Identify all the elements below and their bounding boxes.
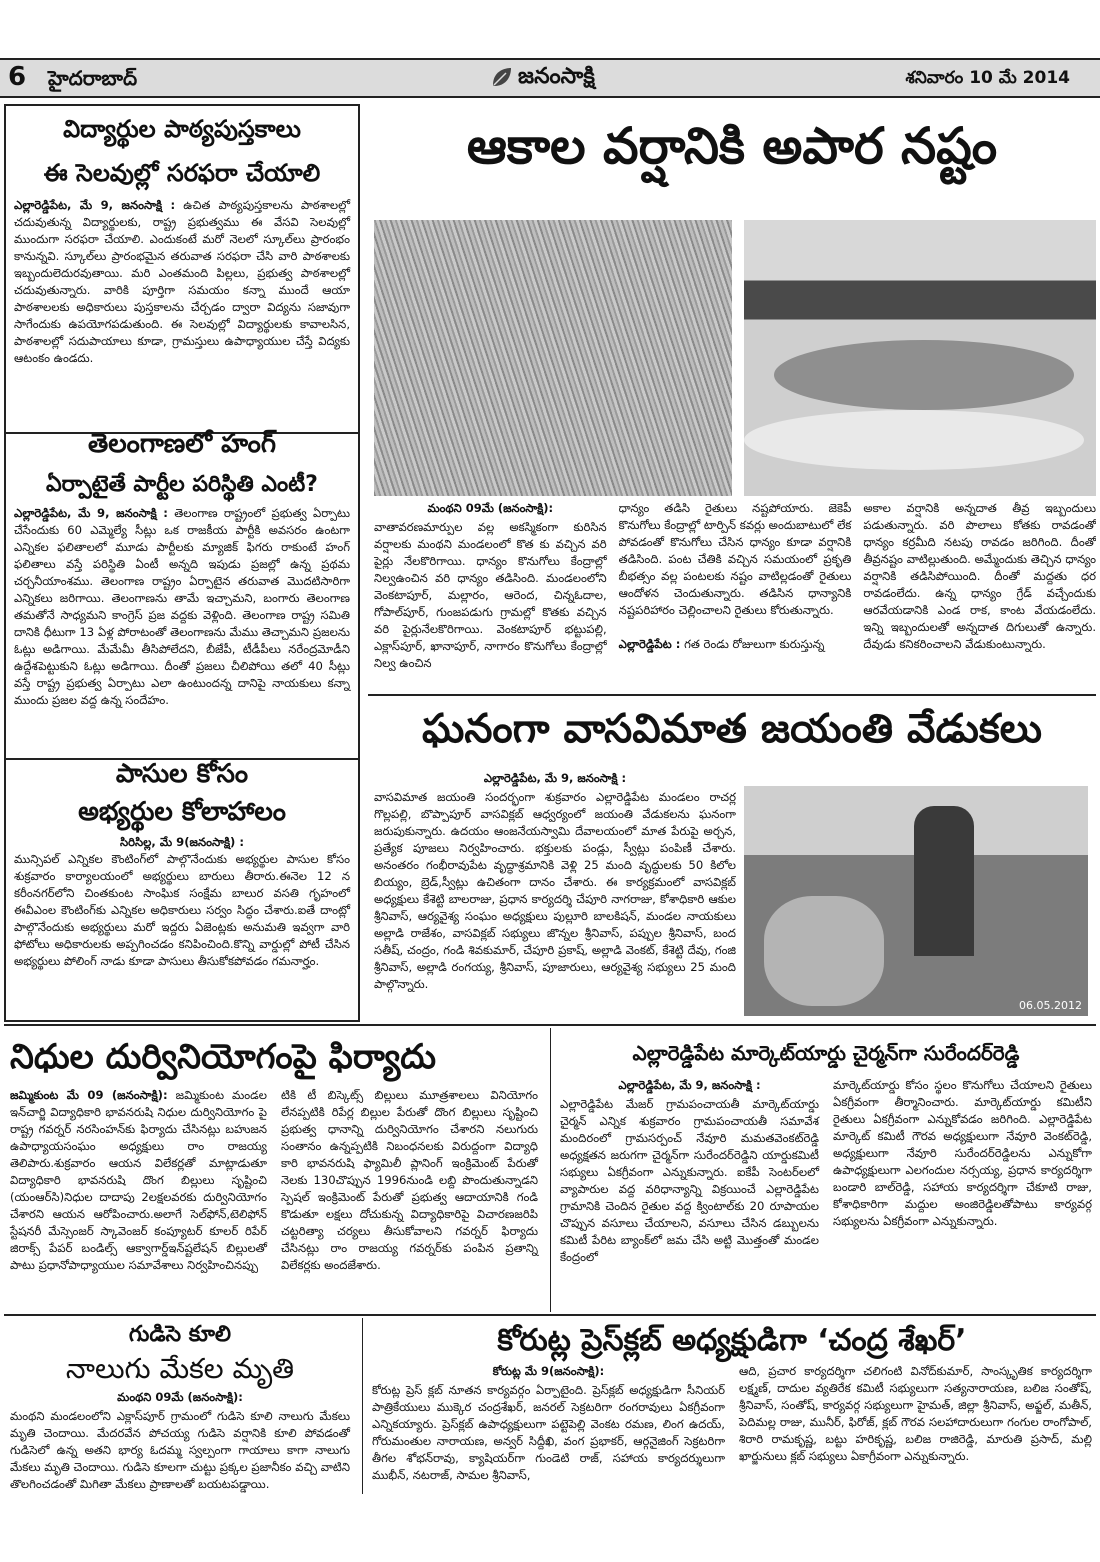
article-vasavimata-jayanti bbox=[368, 696, 1096, 1022]
column-1 bbox=[10, 1087, 267, 1274]
dateline: ఎల్లారెడ్డిపేట, మే 9, జనంసాక్షి : bbox=[14, 198, 176, 213]
article-text: గత రెండు రోజులుగా కురుస్తున్న bbox=[684, 637, 825, 651]
article-text: ఆది, ప్రచార కార్యదర్శిగా చలిగంటి వినోద్‌కుమార్, సాంస్కృతిక కార్యదర్శిగా లక్ష్మణ్, దాదుల వ్యతిరేక కమిటీ సభ్యులుగా సత్యనారాయణ, బలిజ సంతోష్, శ్రీనివాస్, సంతోష్, కార్యవర్గ సభ్యులుగా హైమత్, జిల్లా శ్రీనివాస్, అఫ్జల్, మతీన్, పెదిమల్ల రాజు, మునీర్, ఫిరోజ్, క్లబ్ గౌరవ సలహాదారులుగా గంగుల రాంగోపాల్, శిరారి రామకృష్ణ, బట్టు హరికృష్ణ, బలిజ రాజిరెడ్డి, మారుతి ప్రసాద్, మల్లి ఖార్జునులు క్లబ్ సభ్యులు ఏకాగ్రీవంగా ఎన్నుకున్నారు. bbox=[739, 1363, 1092, 1463]
section-divider bbox=[4, 1314, 1096, 1316]
headline: ఘనంగా వాసవిమాత జయంతి వేడుకలు bbox=[422, 706, 1042, 752]
article-columns bbox=[560, 1077, 1092, 1266]
article-text: మంథని మండలంలోని ఎక్లాస్‌పూర్ గ్రామంలో గుడిసె కూలి నాలుగు మేకలు మృతి చెందాయి. మేదరవేన పోచయ్య గుడిసె వర్షానికి కూలి పోవడంతో గుడిసెలో ఉన్న అతని భార్య ఓదమ్మ స్వల్పంగా గాయాలు కాగా నాలుగు మేకలు మృతి చెందాయి. గుడిసె కూలగా చుట్టు ప్రక్కల ప్రజానీకం వచ్చి వాటిని తొలగించడంతో మిగితా మేకలు ప్రాణాలతో బయటపడ్డాయి. bbox=[10, 1409, 350, 1492]
article-title-line2: అభ్యర్థుల కోలాహాలం bbox=[78, 796, 286, 827]
column-divider bbox=[362, 1318, 363, 1494]
article-text: కోరుట్ల ప్రెస్ క్లబ్ నూతన కార్యవర్గం ఏర్పాటైంది. ప్రెస్‌క్లబ్ అధ్యక్షుడిగా సీనియర్ పాత్రికేయులు ముక్కెర చంద్రశేఖర్, జనరల్ సెక్రటరిగా రంగరావులు ఏకగ్రీవంగా ఎన్నికయ్యారు. ప్రెస్‌క్లబ్ ఉపాధ్యక్షులుగా పట్టెపెల్లి వెంకట రమణ, లింగ ఉదయ్, గోరుమంతుల నారాయణ, అన్వర్ సిద్దీఖి, వంగ ప్రభాకర్, ఆర్గనైజింగ్ సెక్రటరిగా తీగల శోభన్‌రావు, క్యాషియర్‌గా గుండెటి రాజ్, సహాయ కార్యదర్శులుగా ముభీన్, నటరాజ్, సామల శ్రీనివాస్, bbox=[372, 1382, 725, 1482]
article-market-yard-chairman bbox=[556, 1028, 1096, 1312]
article-funds-misuse bbox=[4, 1028, 544, 1312]
article-textbooks bbox=[4, 104, 360, 434]
photo-date-stamp: 06.05.2012 bbox=[1019, 999, 1082, 1012]
article-text: టికి టీ బిస్కెట్స్ బిల్లులు మూత్రశాలలు వినియోగం లేనప్పటికి రిపేర్ల బిల్లుల పేరుతో దొంగ బిల్లులు సృష్టించి ప్రభుత్వ ధానాన్ని దుర్వినియోగం చేశారని నలుగురు సంతానం ఉన్నప్పటికి నిబంధనలకు విరుద్దంగా విద్యాధి కారి భావనరుషి ఫ్యామిలీ ప్లానింగ్ ఇంక్రిమెంట్ పేరుతో నెలకు 130చొప్పున 1996నుండి లబ్ది పొందుతున్నాడని స్పెషల్ ఇంక్రిమెంట్ పేరుతో ప్రభుత్వ ఆదాయానికి గండి కొడుతూ లక్షలు దోచుకున్న విద్యాధికారిపై విచారణజరిపి చట్టరిత్యా చర్యలు తీసుకోవాలని గవర్నర్ ఫిర్యాదు చేసినట్లు రాం రాజయ్య గవర్నర్‌కు పంపిన ప్రతాన్ని విలేకర్లకు అందజేశారు. bbox=[281, 1088, 538, 1273]
headline: ఆకాల వర్షానికి అపార నష్టం bbox=[466, 117, 998, 175]
article-text: మార్కెట్‌యార్డు కోసం స్థలం కొనుగోలు చేయాలని రైతులు ఏకగ్రీవంగా తీర్మానించారు. మార్కెట్‌యార్డు కమిటీని రైతులు ఏకగ్రీవంగా ఎన్నుకోవడం జరిగింది. ఎల్లారెడ్డిపేట మార్కెట్ కమిటీ గౌరవ అధ్యక్షులుగా నేవూరి వెంకట్‌రెడ్డి, అధ్యక్షులుగా నేవూరి సురేందర్‌రెడ్డిలను ఎన్నుకోగా ఉపాధ్యక్షులుగా ఎలగందుల నర్సయ్య, ప్రధాన కార్యదర్శిగా బండారి బాల్‌రెడ్డి, సహాయ కార్యదర్శిగా చేకూటి రాజు, కోశాధికారిగా మద్దుల అంజిరెడ్డిలతోపాటు కార్యవర్గ సభ్యులను ఏకగ్రీవంగా ఎన్నుకున్నారు. bbox=[833, 1078, 1092, 1228]
article-title-line1: గుడిసె కూలి bbox=[128, 1322, 232, 1347]
leaf-logo-icon bbox=[490, 65, 514, 89]
article-text: జమ్మికుంట మండల ఇన్‌చార్జి విద్యాధికారి భావనరుషి నిధుల దుర్వినియోగం పై రాష్ట్ర గవర్నర్ నరసింహన్‌కు ఫిర్యాదు చేసినట్లు బహుజన ఉపాధ్యాయసంఘం అధ్యక్షులు రాం రాజయ్య తెలిపారు.శుక్రవారం ఆయన విలేకర్లతో మాట్లాడుతూ విద్యాధికారి భావనరుషి దొంగ బిల్లులు సృష్టించి (యంఆర్‌సి)నిధుల దాదాపు 2లక్షలవరకు దుర్వినియోగం చేశారని ఆయన ఆరోపించారు.అలాగే సెల్‌ఫోన్,టెలిఫోన్ స్టేషనరీ మేస్సెంజర్ స్కావెంజర్ కంప్యూటర్ కూలర్ రిపేర్ జిరాక్స్ పేపర్ బండిల్స్ ఆక్వాగార్డ్‌ఇన్‌ష్టలేషన్ బిల్లులతో పాటు ప్రధానోపాధ్యాయుల సమావేశాలు నిర్వహించినప్పు bbox=[10, 1088, 267, 1273]
column-2 bbox=[619, 500, 852, 690]
photo-rain-damaged-paddy-field bbox=[374, 220, 732, 496]
article-body bbox=[14, 834, 350, 970]
article-title-line2: ఈ సెలవుల్లో సరఫరా చేయాలి bbox=[43, 158, 321, 187]
article-title-line2: ఏర్పాటైతే పార్టీల పరిస్థితి ఎంటీ? bbox=[46, 471, 318, 497]
article-columns bbox=[374, 500, 1096, 690]
article-body bbox=[14, 505, 350, 709]
article-body bbox=[374, 770, 736, 1020]
article-body bbox=[10, 1389, 350, 1493]
dateline: కోరుట్ల మే 9(జనంసాక్షి): bbox=[492, 1363, 605, 1378]
photo-wet-grain-heaps bbox=[744, 220, 1096, 496]
article-title-line1: పాసుల కోసం bbox=[115, 759, 249, 789]
dateline: సిరిసిల్ల, మే 9(జనంసాక్షి) : bbox=[120, 834, 244, 849]
headline: ఎల్లారెడ్డిపేట మార్కెట్‌యార్డు చైర్మన్‌గా సురేందర్‌రెడ్డి bbox=[632, 1041, 1020, 1065]
article-text: అకాల వర్షానికి అన్నదాత తీవ్ర ఇబ్బందులు పడుతున్నారు. వరి పొలాలు కోతకు రావడంతో ధాన్యం కర్రమీది నటపు రావడం జరిగింది. దీంతో తీవ్రనష్టం వాటిల్లుతుంది. అమ్మేందుకు తెచ్చిన ధాన్యం వర్షానికి తడిసిపోయింది. దీంతో మద్దతు ధర రావడంలేదు. ఉన్న ధాన్యం గ్రేడ్ వచ్చేందుకు ఆరవేయడానికి ఎండ రాక, కాంట వేయడంలేదు. ఇన్ని ఇబ్బందులతో అన్నదాత దిగులుతో ఉన్నారు. దేవుడు కనికరించాలని వేడుకుంటున్నారు. bbox=[863, 501, 1096, 651]
article-passes bbox=[4, 752, 360, 1022]
section-divider bbox=[4, 1024, 1096, 1026]
dateline: ఎల్లారెడ్డిపేట : bbox=[618, 637, 681, 651]
article-text: ఎల్లారెడ్డిపేట మేజర్ గ్రామపంచాయతీ మార్కెట్‌యార్డు చైర్మన్ ఎన్నిక శుక్రవారం గ్రామపంచాయతీ సమావేశ మందిరంలో గ్రామసర్పంచ్ నేవూరి మమతవెంకట్‌రెడ్డి అధ్యక్షతన జరుగగా చైర్మన్‌గా సురేందర్‌రెడ్డిని యార్డుకమిటీ సభ్యులు ఏకగ్రీవంగా ఎన్నుకున్నారు. ఐకేపీ సెంటర్‌లలో వ్యాపారుల వద్ద వరిధాన్యాన్ని విక్రయించే ఎల్లారెడ్డిపేట గ్రామానికి చెందిన రైతుల వద్ద క్వింటాల్‌కు 20 రూపాయల చొప్పున వసూలు చేయాలని, వసూలు చేసిన డబ్బులను కమిటీ పేరిట బ్యాంక్‌లో జమ చేసి అట్టి మొత్తంతో మండల కేంద్రంలో bbox=[560, 1097, 819, 1264]
article-telangana-hung bbox=[4, 420, 360, 760]
article-text: ధాన్యం తడిసి రైతులు నష్టపోయారు. జెకెపీ కొనుగోలు కేంద్రాల్లో టార్పిన్ కవర్లు అందుబాటులో లేక పోవడంతో కొనుగోలు చేసిన ధాన్యం కూడా వర్షానికి తడిసింది. పంట చేతికి వచ్చిన సమయంలో ప్రకృతి బీభత్సం వల్ల పంటలకు నష్టం వాటిల్లడంతో రైతులు ఆందోళన చెందుతున్నారు. తడిసిన ధాన్యానికి నష్టపరిహారం చెల్లించాలని రైతులు కోరుతున్నారు. bbox=[618, 501, 852, 617]
column-2 bbox=[833, 1077, 1092, 1266]
dateline: ఎల్లారెడ్డిపేట, మే 9, జనంసాక్షి : bbox=[618, 1078, 761, 1092]
article-unseasonal-rain bbox=[368, 104, 1096, 694]
column-1 bbox=[374, 500, 607, 690]
article-text: వాతావరణమార్పుల వల్ల అకస్మికంగా కురిసిన వర్షాలకు మంథని మండలంలో కొత కు వచ్చిన వరి పైర్లు నేలకొరిగాయి. ధాన్యం కొనుగోలు కేంద్రాల్లో నిల్వఉంచిన వరి ధాన్యం తడిసింది. మండలంలోని వెంకటాపూర్, మల్లారం, ఆరెంద, చిన్నఓదాల, గోపాల్‌పూర్, గుంజపడుగు గ్రామల్లో కొతకు వచ్చిన వరి పైర్లునేలకొరిగాయి. వెంకటాపూర్ భట్టుపల్లి, ఎక్లాస్‌పూర్, ఖానాపూర్, నాగారం కొనుగోలు కేంద్రాల్లో నిల్వ ఉంచిన bbox=[374, 520, 607, 670]
column-divider bbox=[550, 1028, 551, 1312]
column-1 bbox=[372, 1363, 725, 1484]
dateline: జమ్మికుంట మే 09 (జనంసాక్షి): bbox=[10, 1088, 168, 1103]
newspaper-logo bbox=[490, 64, 595, 94]
article-text: వాసవిమాత జయంతి సందర్భంగా శుక్రవారం ఎల్లారెడ్డిపేట మండలం రాచర్ల గొల్లపల్లి, బొప్పాపూర్ వాసవిక్లబ్ ఆధ్వర్యంలో జయంతి వేడుకలను ఘనంగా జరుపుకున్నారు. ఉదయం ఆంజనేయస్వామి దేవాలయంలో మాత పేరుపై అర్చన, ప్రత్యేక పూజలు నిర్వహించారు. భక్తులకు పండ్లు, స్వీట్లు పంపిణీ చేశారు. అనంతరం గంభీరావుపేట వృద్ధాశ్రమానికి వెళ్లి 25 మంది వృద్ధులకు 50 కిలోల బియ్యం, బ్రెడ్,స్వీట్లు ఉచితంగా దానం చేశారు. ఈ కార్యక్రమంలో వాసవిక్లబ్ అధ్యక్షులు కేశెట్టి బాలరాజు, ప్రధాన కార్యదర్శి చేపూరి నాగరాజు, కోశాధికారి ఆకుల శ్రీనివాస్, ఆర్యవైశ్య సంఘం అధ్యక్షులు పుల్లూరి బాలకిషన్, మండల నాయకులు అల్లాడి రాజేశం, వాసవిక్లబ్ సభ్యులు జొన్నల శ్రీనివాస్, పప్పుల శ్రీనివాస్, బంద సతీష్, చంద్రం, గండి శివకుమార్, చేపూరి ప్రకాష్, అల్లాడి వెంకట్, కేశెట్టి దేవు, గంజి శ్రీనివాస్, అల్లాడి రంగయ్య, శ్రీనివాస్, పూజారులు, ఆర్యవైశ్య సభ్యులు 25 మంది పాల్గొన్నారు. bbox=[374, 790, 736, 991]
dateline: ఎల్లారెడ్డిపేట, మే 9, జనంసాక్షి : bbox=[483, 771, 627, 785]
column-2 bbox=[281, 1087, 538, 1274]
article-korutla-press-club bbox=[368, 1318, 1096, 1494]
article-title-line1: తెలంగాణలో హంగ్ bbox=[88, 429, 276, 459]
headline: నిధుల దుర్వినియోగంపై ఫిర్యాదు bbox=[10, 1037, 437, 1077]
article-columns bbox=[10, 1087, 538, 1274]
article-body bbox=[14, 197, 350, 367]
dateline: ఎల్లారెడ్డిపేట, మే 9, జనంసాక్షి : bbox=[14, 506, 168, 521]
column-1 bbox=[560, 1077, 819, 1266]
article-columns bbox=[372, 1363, 1092, 1484]
newspaper-name: జనంసాక్షి bbox=[518, 64, 595, 89]
issue-date: శనివారం 10 మే 2014 bbox=[905, 68, 1070, 88]
article-text: మున్సిపల్ ఎన్నికల కౌంటింగ్‌లో పాల్గొనేందుకు అభ్యర్థుల పాసుల కోసం శుక్రవారం కార్యాలయంలో అభ్యర్థులు బారులు తీరారు.ఈనెల 12 న కరీంనగర్‌లోని చింతకుంట సాంఘిక సంక్షేమ బాలుర వసతి గృహంలో ఈవీఎంల కౌంటింగ్‌కు ఎన్నికల అధికారులు సర్వం సిద్ధం చేశారు.ఐతే దాంట్లో పాల్గొనేందుకు అభ్యర్థులు మరో ఇద్దరు ఏజెంట్లకు అనుమతి ఇవ్వగా వారి ఫోటోలు అధికారులకు అప్పగించడం కనిపించింది.కొన్ని వార్డుల్లో పోటీ చేసిన అభ్యర్థులు పోలింగ్ నాడు కూడా పాసులు తీసుకోకపోవడం గమనార్హం. bbox=[14, 851, 350, 968]
article-text: తెలంగాణ రాష్ట్రంలో ప్రభుత్వ ఏర్పాటు చేసేందుకు 60 ఎమ్మెల్యే సీట్లు ఒక రాజకీయ పార్టీకి అవసరం ఉంటగా ఎన్నికల ఫలితాలలో మూడు పార్టీలకు మ్యాజిక్ ఫిగరు రాకుంటే హంగ్ ఫలితాలు వస్తే పరిస్థితి ఏంటీ అన్నది ఇపుడు ప్రజల్లో ఉన్న ప్రథమ చర్చనీయాంశము. తెలంగాణ రాష్ట్రం ఏర్పాటైన తరువాత మొదటిసారిగా ఎన్నికలు జరిగాయి. తెలంగాణను తామే ఇచ్చామని, బంగారు తెలంగాణ తమతోనే సాధ్యమని కాంగ్రెస్ ప్రజ వద్దకు వెళ్లింది. తెలంగాణ రాష్ట్ర సమితి దానికి ధీటుగా 13 ఏళ్ల పోరాటంతో తెలంగాణను మేము తెచ్చామని ప్రజలను ఓట్లు అడిగాయి. మేమేమీ తీసిపోలేదని, బీజేపీ, టీడీపీలు నరేంద్రమోడీని ఉద్దేశపెట్టుకుని ఓట్లు అడిగాయి. దీంతో ప్రజలు చీలిపోయి తలో 40 సీట్లు వస్తే రాష్ట్ర ప్రభుత్వ ఏర్పాటు ఎలా ఉంటుందన్న దానిపై నాయకులు కన్నా ముందు ప్రజల వద్ద ఉన్న సందేహం. bbox=[14, 506, 351, 708]
page-number: 6 bbox=[8, 62, 27, 92]
article-title-line2: నాలుగు మేకల మృతి bbox=[65, 1352, 295, 1386]
article-text: ఉచిత పాఠ్యపుస్తకాలను పాఠశాలల్లో చదువుతున్న విద్యార్థులకు, రాష్ట్ర ప్రభుత్వము ఈ వేసవి సెలవుల్లో ముందుగా సరఫరా చేయాలి. ఎందుకంటే మరో నెలలో స్కూల్‌లు ప్రారంభం కానున్నవి. స్కూల్‌లు ప్రారంభమైన తరువాత సరఫరా చేసి వారి పాఠశాలకు ఇబ్బందులెదురవుతాయి. మరి ఎంతమంది పిల్లలు, ప్రభుత్వ పాఠశాలల్లో చదువుతున్నారు. వారికి పూర్తిగా సమయం కన్నా ముందే ఆయా పాఠశాలలకు అధికారులు పుస్తకాలను చేర్చడం ద్వారా విద్యను సజావుగా సాగేందుకు ఉపయోగపడుతుంది. ఈ సెలవుల్లో విద్యార్థులకు కావాలసిన, పాఠశాలల్లో సదుపాయాలు కూడా, గ్రామస్తులు ఉపాధ్యాయుల చేస్తే విద్యకు ఆటంకం ఉండదు. bbox=[14, 198, 351, 366]
article-hut-collapse bbox=[4, 1318, 356, 1494]
column-3 bbox=[863, 500, 1096, 690]
photo-vasavi-club-distribution bbox=[744, 786, 1088, 1016]
dateline: మంథని 09మే (జనంసాక్షి): bbox=[427, 501, 554, 515]
dateline: మంథని 09మే (జనంసాక్షి): bbox=[117, 1390, 243, 1405]
article-title-line1: విద్యార్థుల పాఠ్యపుస్తకాలు bbox=[63, 115, 301, 143]
edition-city: హైదరాబాద్ bbox=[48, 66, 138, 90]
column-2 bbox=[739, 1363, 1092, 1484]
headline: కోరుట్ల ప్రెస్‌క్లబ్ అధ్యక్షుడిగా ‘చంద్ర శేఖర్’ bbox=[497, 1323, 967, 1358]
masthead bbox=[0, 58, 1100, 98]
